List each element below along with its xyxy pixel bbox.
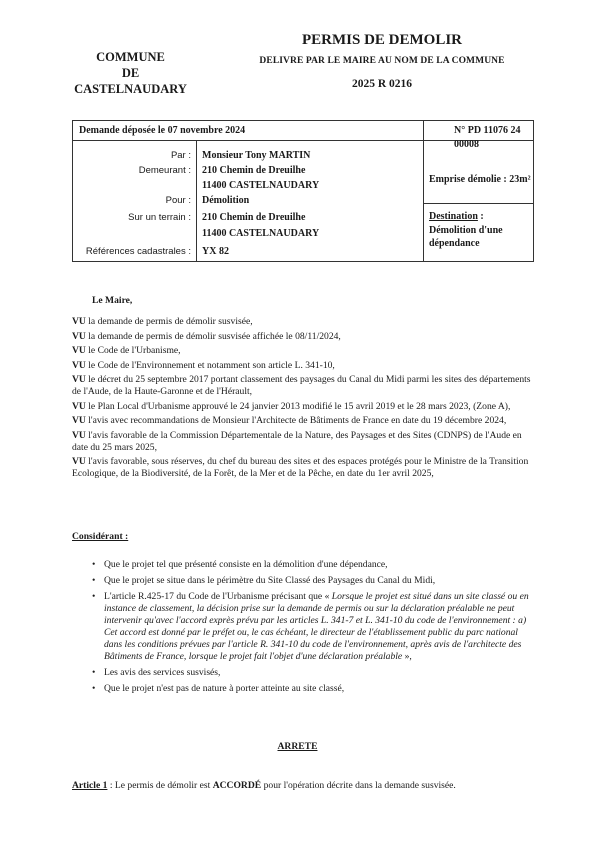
- vu-text: le décret du 25 septembre 2017 portant classement des paysages du Canal du Midi parmi les sites des départements de l'Aude, de la Haute-Garonne et de l'Hérault,: [72, 374, 531, 397]
- vu-text: l'avis avec recommandations de Monsieur l'Architecte de Bâtiments de France en date du 19 décembre 2024,: [85, 415, 507, 426]
- commune-block: [58, 49, 203, 97]
- vu-text: la demande de permis de démolir susvisée,: [85, 316, 253, 327]
- demeurant-value2: 11400 CASTELNAUDARY: [202, 180, 320, 191]
- demeurant-label: Demeurant :: [138, 165, 191, 176]
- par-value: Monsieur Tony MARTIN: [202, 150, 311, 161]
- refs-value: YX 82: [202, 246, 229, 257]
- article-1-decision: ACCORDÉ: [212, 780, 262, 791]
- bullet-icon: •: [92, 667, 96, 678]
- bullet-icon: •: [92, 591, 96, 602]
- vu-text: l'avis favorable, sous réserves, du chef du bureau des sites et des espaces protégés pour le Ministre de la Transition Ecologique, de la Biodiversité, de la Forêt, de la Mer et de la Pêche, en date du 1er avril 2025,: [72, 456, 529, 479]
- commune-line2: DE: [121, 66, 140, 80]
- vu-label: VU: [72, 429, 86, 441]
- bullet-icon: •: [92, 559, 96, 570]
- vu-label: VU: [72, 330, 86, 342]
- commune-line1: COMMUNE: [96, 50, 165, 64]
- terrain-value2: 11400 CASTELNAUDARY: [202, 228, 320, 239]
- terrain-label: Sur un terrain :: [128, 212, 191, 223]
- vu-label: VU: [72, 316, 86, 327]
- vu-item: [72, 345, 534, 357]
- vu-item: [72, 456, 534, 480]
- article-1-text: : Le permis de démolir est: [107, 780, 213, 791]
- article-1-text-end: pour l'opération décrite dans la demande susvisée.: [261, 780, 456, 791]
- vu-label: VU: [72, 374, 86, 385]
- arrete-heading: ARRETE: [277, 741, 318, 752]
- document-subtitle: DELIVRE PAR LE MAIRE AU NOM DE LA COMMUNE: [259, 56, 505, 66]
- box-divider-right: [423, 121, 424, 261]
- destination: [429, 210, 529, 251]
- vu-item: [72, 401, 534, 413]
- terrain-value1: 210 Chemin de Dreuilhe: [202, 212, 306, 223]
- considerant-text: Que le projet n'est pas de nature à porter atteinte au site classé,: [104, 683, 345, 694]
- considerant-item: [92, 683, 534, 695]
- considerant-text: Les avis des services susvisés,: [104, 667, 221, 678]
- le-maire: Le Maire,: [92, 295, 133, 306]
- vu-label: VU: [72, 359, 86, 371]
- considerant-item: [92, 667, 534, 679]
- considerant-text: L'article R.425-17 du Code de l'Urbanisme précisant que «: [104, 591, 332, 602]
- demeurant-value1: 210 Chemin de Dreuilhe: [202, 165, 306, 176]
- considerant-text: Que le projet tel que présenté consiste en la démolition d'une dépendance,: [104, 559, 388, 570]
- vu-label: VU: [72, 456, 86, 467]
- vu-text: le Code de l'Environnement et notamment son article L. 341-10,: [85, 359, 335, 371]
- emprise-demolie: Emprise démolie : 23m²: [429, 174, 531, 185]
- article-1: [72, 780, 542, 792]
- considerant-text-end: »,: [402, 651, 412, 662]
- vu-item: [72, 415, 534, 427]
- vu-label: VU: [72, 345, 86, 356]
- considerant-item: [92, 591, 534, 663]
- bullet-icon: •: [92, 575, 96, 586]
- vu-text: le Code de l'Urbanisme,: [85, 345, 181, 356]
- bullet-icon: •: [92, 683, 96, 694]
- vu-item: [72, 360, 534, 372]
- numero-permis: N° PD 11076 24 00008: [454, 125, 521, 150]
- vu-item: [72, 374, 534, 398]
- vu-item: [72, 331, 534, 343]
- box-divider-right-inner: [423, 203, 533, 204]
- summary-box: [72, 120, 534, 262]
- vu-list: [72, 316, 534, 483]
- vu-text: la demande de permis de démolir susvisée affichée le 08/11/2024,: [85, 330, 341, 342]
- article-1-label: Article 1: [72, 780, 108, 791]
- vu-label: VU: [72, 415, 86, 426]
- considerant-text: Que le projet se situe dans le périmètre du Site Classé des Paysages du Canal du Midi,: [104, 575, 436, 586]
- pour-label: Pour :: [165, 195, 191, 206]
- considerant-item: [92, 575, 534, 587]
- date-deposee: Demande déposée le 07 novembre 2024: [79, 125, 246, 136]
- par-label: Par :: [170, 150, 191, 161]
- considerant-heading: Considérant :: [72, 531, 129, 542]
- box-divider-label: [196, 141, 197, 261]
- document-title: PERMIS DE DEMOLIR: [301, 32, 462, 48]
- vu-item: [72, 316, 534, 328]
- vu-text: le Plan Local d'Urbanisme approuvé le 24 janvier 2013 modifié le 15 avril 2019 et le 28 mars 2023, (Zone A),: [85, 400, 511, 412]
- considerant-list: [92, 559, 534, 699]
- vu-item: [72, 430, 534, 454]
- commune-line3: CASTELNAUDARY: [74, 82, 187, 96]
- refs-label: Références cadastrales :: [85, 246, 191, 257]
- pour-value: Démolition: [202, 195, 250, 206]
- vu-text: l'avis favorable de la Commission Départementale de la Nature, des Paysages et des Sites (CDNPS) de l'Aude en date du 25 mars 2025,: [72, 429, 522, 453]
- citation-text: Lorsque le projet est situé dans un site classé ou en instance de classement, la décision prise sur la demande de permis ou sur la déclaration préalable ne peut intervenir qu'avec l'accord exprès prévu par les articles L. 341-7 et L. 341-10 du code de l'environnement : a) Cet accord est donné par le préfet ou, le cas échéant, le directeur de l'établissement public du parc national dans les conditions prévues par l'article R. 341-10 du code de l'environnement, après avis de l'architecte des Bâtiments de France, lorsque le projet fait l'objet d'une déclaration préalable: [104, 591, 529, 662]
- document-reference: 2025 R 0216: [351, 78, 413, 90]
- considerant-item: [92, 559, 534, 571]
- destination-label: Destination: [429, 211, 478, 222]
- vu-label: VU: [72, 400, 86, 412]
- destination-value: : Démolition d'une dépendance: [429, 211, 503, 249]
